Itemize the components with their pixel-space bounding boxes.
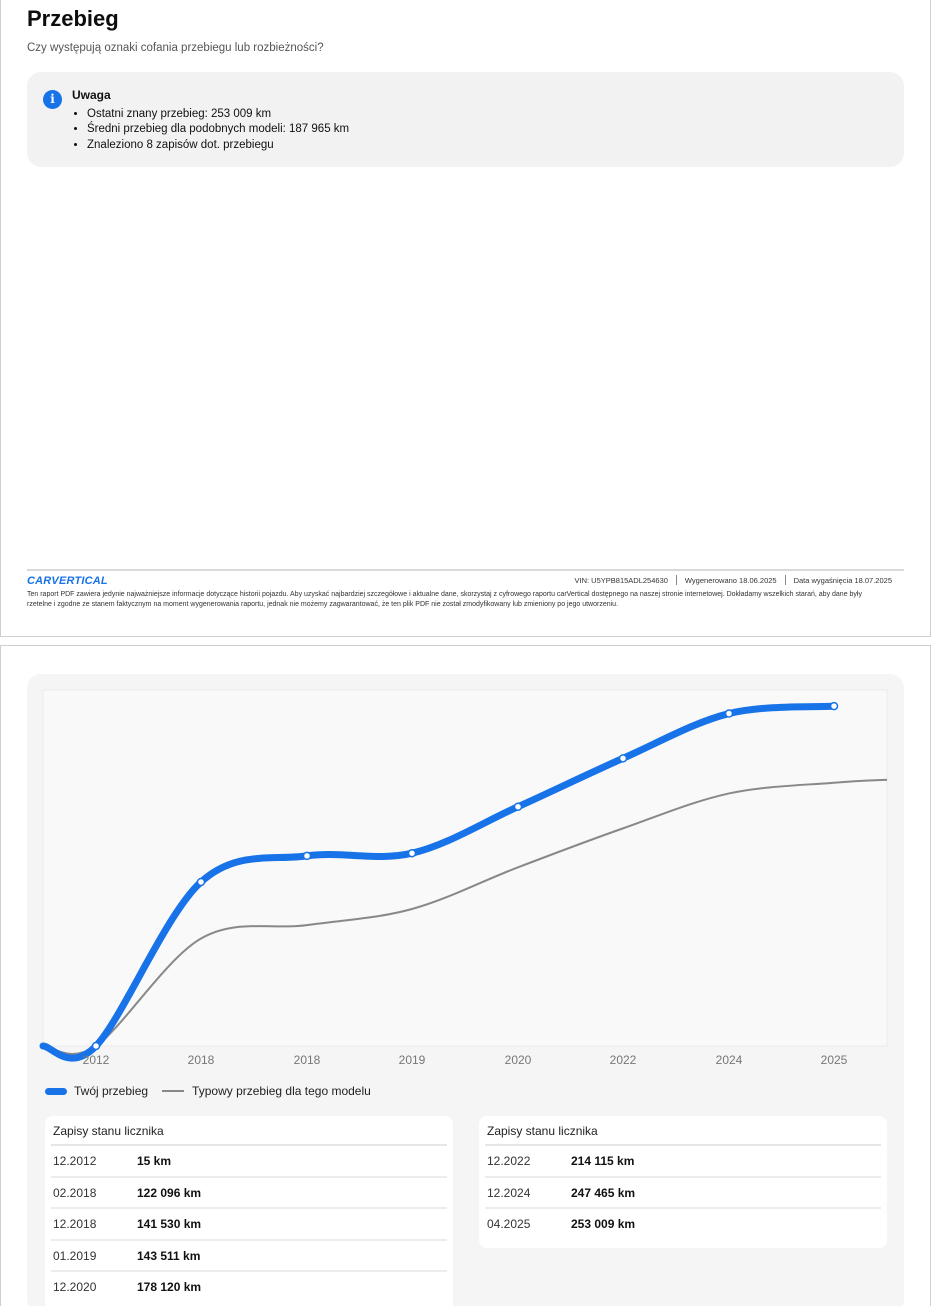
table-header: Zapisy stanu licznika [485, 1116, 881, 1146]
record-km: 15 km [137, 1154, 172, 1168]
data-point [93, 1042, 100, 1049]
expiry-date: Data wygaśnięcia 18.07.2025 [793, 575, 892, 585]
page-subtitle: Czy występują oznaki cofania przebiegu lub rozbieżności? [27, 42, 324, 54]
report-page-2 [0, 645, 931, 1306]
notice-list [87, 107, 349, 153]
x-tick-label: 2019 [398, 1053, 426, 1067]
legend-label-typical-mileage: Typowy przebieg dla tego modelu [192, 1084, 371, 1098]
x-tick-label: 2025 [820, 1053, 848, 1067]
carvertical-logo: CARVERTICAL [27, 575, 108, 587]
disclaimer-text: Ten raport PDF zawiera jedynie najważniejsze informacje dotyczące historii pojazdu. Aby uzyskać najbardziej szczegółowe i aktualne dane, skorzystaj z cyfrowego raportu carVertical dostępnego na naszej stronie internetowej. Dokładamy wszelkich starań, aby dane były rzetelne i zgodne ze stanem faktycznym na moment wygenerowania raportu, jednak nie możemy zagwarantować, że ten plik PDF nie został zmodyfikowany lub zmieniony po jego utworzeniu. [27, 591, 862, 608]
record-km: 178 120 km [137, 1280, 202, 1294]
data-point [726, 710, 733, 717]
odometer-table-2 [479, 1116, 887, 1248]
plot-area [43, 690, 887, 1046]
table-row [51, 1209, 447, 1241]
mileage-chart [27, 674, 904, 1094]
record-km: 214 115 km [571, 1154, 635, 1168]
record-km: 247 465 km [571, 1185, 636, 1200]
record-date: 12.2012 [53, 1154, 97, 1168]
record-km: 141 530 km [137, 1217, 202, 1231]
mileage-chart-card [27, 674, 904, 1306]
odometer-table-1 [45, 1116, 453, 1306]
notice-box [27, 72, 904, 167]
x-tick-label: 2020 [504, 1053, 532, 1067]
notice-item: • Ostatni znany przebieg: 253 009 km [87, 107, 349, 122]
table-row [51, 1241, 447, 1273]
table-row [51, 1178, 447, 1210]
table-row [485, 1209, 881, 1241]
vin-text: VIN: U5YPB815ADL254630 [574, 575, 668, 585]
x-tick-label: 2018 [293, 1053, 321, 1067]
chart-legend [45, 1084, 371, 1098]
report-meta [567, 575, 900, 585]
notice-title: Uwaga [72, 88, 111, 102]
data-point [198, 878, 205, 885]
table-row [485, 1178, 881, 1210]
footer-divider [27, 569, 904, 571]
record-date: 01.2019 [53, 1248, 97, 1263]
x-tick-label: 2022 [609, 1053, 637, 1067]
data-point [515, 803, 522, 810]
record-date: 02.2018 [53, 1185, 97, 1200]
x-tick-label: 2012 [82, 1053, 110, 1067]
record-date: 12.2022 [487, 1154, 531, 1168]
data-point [304, 852, 311, 859]
record-km: 122 096 km [137, 1185, 202, 1200]
table-row [485, 1146, 881, 1178]
record-date: 12.2020 [53, 1280, 97, 1294]
data-point [409, 850, 416, 857]
table-header: Zapisy stanu licznika [51, 1116, 447, 1146]
legend-swatch-typical-mileage [162, 1090, 184, 1092]
record-date: 04.2025 [487, 1217, 531, 1231]
record-date: 12.2024 [487, 1185, 531, 1200]
table-row [51, 1272, 447, 1304]
legend-swatch-your-mileage [45, 1088, 67, 1095]
info-icon: i [43, 90, 62, 109]
generated-date: Wygenerowano 18.06.2025 [684, 575, 777, 585]
record-date: 12.2018 [53, 1217, 97, 1231]
notice-item: • Znaleziono 8 zapisów dot. przebiegu [87, 138, 349, 153]
data-point [620, 755, 627, 762]
data-point [831, 703, 838, 710]
legend-label-your-mileage: Twój przebieg [74, 1084, 149, 1098]
record-km: 253 009 km [571, 1217, 636, 1231]
page-title: Przebieg [27, 6, 119, 31]
notice-item: • Średni przebieg dla podobnych modeli: 187 965 km [87, 122, 349, 137]
table-row [51, 1146, 447, 1178]
report-page-1 [0, 0, 931, 637]
x-tick-label: 2018 [187, 1053, 215, 1067]
record-km: 143 511 km [137, 1248, 201, 1263]
x-tick-label: 2024 [715, 1053, 743, 1067]
